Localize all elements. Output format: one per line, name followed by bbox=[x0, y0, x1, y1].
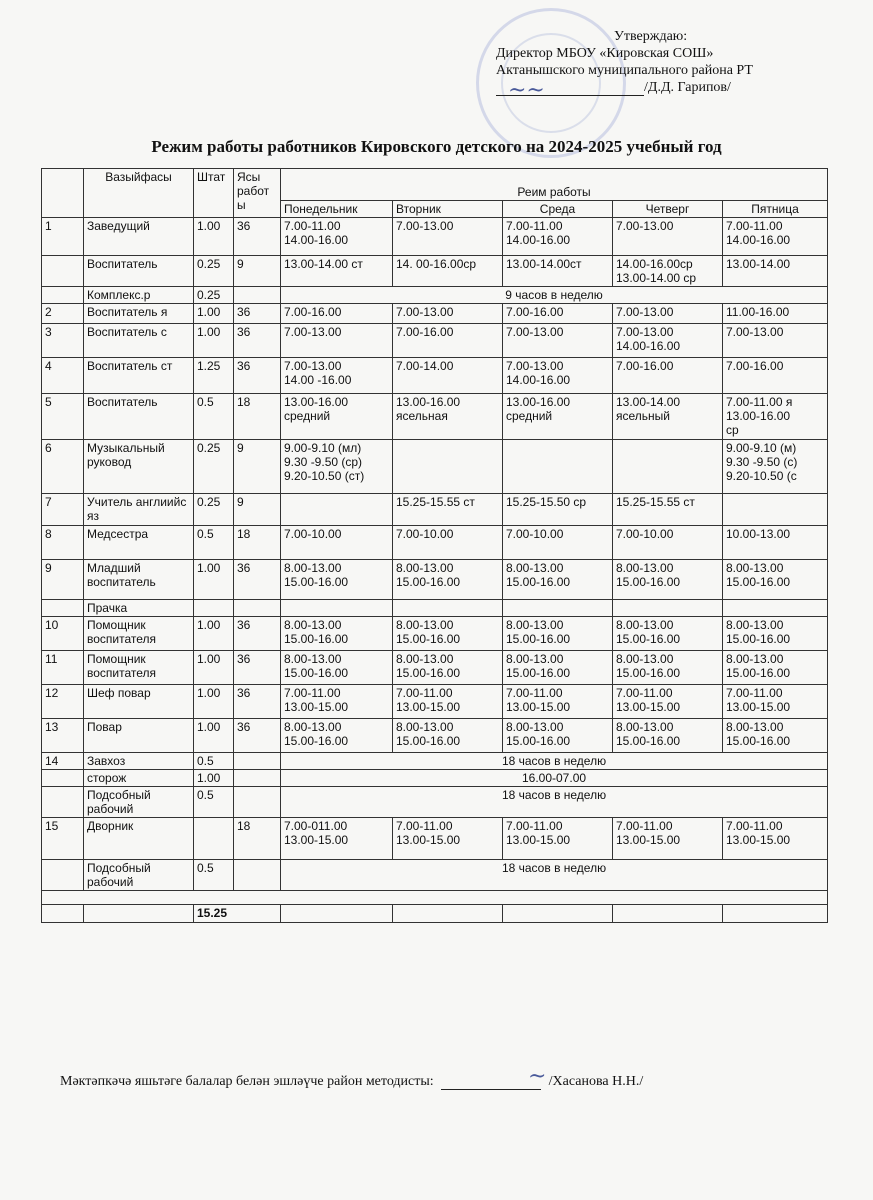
header-day: Понедельник bbox=[281, 201, 393, 218]
header-number bbox=[42, 169, 84, 218]
day-schedule: 8.00-13.00 15.00-16.00 bbox=[393, 617, 503, 651]
weekly-hours: 9 bbox=[234, 494, 281, 526]
day-schedule: 11.00-16.00 bbox=[723, 304, 828, 324]
weekly-hours: 36 bbox=[234, 324, 281, 358]
total-rate: 15.25 bbox=[194, 905, 281, 923]
table-row bbox=[42, 494, 828, 526]
position-name: Завхоз bbox=[84, 753, 194, 770]
row-number: 3 bbox=[42, 324, 84, 358]
weekly-hours: 36 bbox=[234, 719, 281, 753]
approval-signature-row bbox=[496, 79, 856, 96]
day-schedule: 7.00-16.00 bbox=[503, 304, 613, 324]
day-schedule: 8.00-13.00 15.00-16.00 bbox=[613, 617, 723, 651]
day-schedule: 8.00-13.00 15.00-16.00 bbox=[723, 719, 828, 753]
weekly-schedule-note: 18 часов в неделю bbox=[281, 753, 828, 770]
row-number: 14 bbox=[42, 753, 84, 770]
approval-block bbox=[496, 28, 856, 96]
table-row bbox=[42, 685, 828, 719]
weekly-hours: 36 bbox=[234, 358, 281, 394]
day-schedule bbox=[503, 600, 613, 617]
row-number: 7 bbox=[42, 494, 84, 526]
table-row bbox=[42, 218, 828, 256]
table-row bbox=[42, 617, 828, 651]
staff-rate: 0.25 bbox=[194, 494, 234, 526]
day-schedule bbox=[503, 440, 613, 494]
staff-rate: 0.5 bbox=[194, 753, 234, 770]
schedule-table bbox=[41, 168, 828, 923]
staff-rate: 1.00 bbox=[194, 617, 234, 651]
day-schedule bbox=[723, 600, 828, 617]
day-schedule: 13.00-14.00ст bbox=[503, 256, 613, 287]
day-schedule: 8.00-13.00 15.00-16.00 bbox=[613, 560, 723, 600]
day-schedule: 8.00-13.00 15.00-16.00 bbox=[503, 617, 613, 651]
day-schedule: 8.00-13.00 15.00-16.00 bbox=[613, 651, 723, 685]
day-schedule: 13.00-16.00 средний bbox=[503, 394, 613, 440]
staff-rate: 0.5 bbox=[194, 394, 234, 440]
row-number bbox=[42, 787, 84, 818]
weekly-hours: 36 bbox=[234, 651, 281, 685]
weekly-hours bbox=[234, 860, 281, 891]
weekly-hours: 18 bbox=[234, 394, 281, 440]
day-schedule: 7.00-16.00 bbox=[613, 358, 723, 394]
weekly-hours: 9 bbox=[234, 440, 281, 494]
header-hours: Ясы работы bbox=[234, 169, 281, 218]
staff-rate bbox=[194, 600, 234, 617]
staff-rate bbox=[194, 818, 234, 860]
header-position: Вазыйфасы bbox=[84, 169, 194, 218]
staff-rate: 1.00 bbox=[194, 719, 234, 753]
empty-cell bbox=[42, 905, 84, 923]
day-schedule: 7.00-14.00 bbox=[393, 358, 503, 394]
methodist-signature-line bbox=[441, 1074, 541, 1090]
day-schedule: 14.00-16.00ср 13.00-14.00 ср bbox=[613, 256, 723, 287]
header-day: Пятница bbox=[723, 201, 828, 218]
approval-organization: Актанышского муниципального района РТ bbox=[496, 63, 753, 78]
day-schedule: 15.25-15.50 ср bbox=[503, 494, 613, 526]
day-schedule: 13.00-14.00 ст bbox=[281, 256, 393, 287]
day-schedule: 8.00-13.00 15.00-16.00 bbox=[613, 719, 723, 753]
table-row bbox=[42, 787, 828, 818]
row-number: 6 bbox=[42, 440, 84, 494]
table-row bbox=[42, 860, 828, 891]
header-mode: Реим работы bbox=[281, 169, 828, 201]
empty-cell bbox=[723, 905, 828, 923]
position-name: Заведущий bbox=[84, 218, 194, 256]
day-schedule: 7.00-13.00 14.00 -16.00 bbox=[281, 358, 393, 394]
staff-rate: 0.5 bbox=[194, 526, 234, 560]
day-schedule: 7.00-11.00 13.00-15.00 bbox=[281, 685, 393, 719]
day-schedule bbox=[393, 600, 503, 617]
row-number bbox=[42, 860, 84, 891]
row-number: 13 bbox=[42, 719, 84, 753]
row-number bbox=[42, 287, 84, 304]
day-schedule: 7.00-011.00 13.00-15.00 bbox=[281, 818, 393, 860]
day-schedule: 7.00-11.00 13.00-15.00 bbox=[503, 685, 613, 719]
weekly-schedule-note: 18 часов в неделю bbox=[281, 787, 828, 818]
day-schedule bbox=[613, 600, 723, 617]
day-schedule: 7.00-13.00 bbox=[393, 218, 503, 256]
day-schedule: 7.00-13.00 bbox=[503, 324, 613, 358]
weekly-schedule-note: 9 часов в неделю bbox=[281, 287, 828, 304]
day-schedule: 13.00-16.00 средний bbox=[281, 394, 393, 440]
day-schedule: 7.00-10.00 bbox=[393, 526, 503, 560]
weekly-schedule-note: 18 часов в неделю bbox=[281, 860, 828, 891]
day-schedule: 15.25-15.55 ст bbox=[393, 494, 503, 526]
staff-rate: 1.00 bbox=[194, 304, 234, 324]
header-rate: Штат bbox=[194, 169, 234, 218]
day-schedule bbox=[613, 440, 723, 494]
day-schedule: 8.00-13.00 15.00-16.00 bbox=[393, 651, 503, 685]
row-number: 12 bbox=[42, 685, 84, 719]
position-name: Помощник воспитателя bbox=[84, 651, 194, 685]
position-name: Помощник воспитателя bbox=[84, 617, 194, 651]
day-schedule: 7.00-13.00 14.00-16.00 bbox=[613, 324, 723, 358]
staff-rate: 0.25 bbox=[194, 440, 234, 494]
day-schedule: 7.00-13.00 bbox=[613, 218, 723, 256]
staff-rate: 0.5 bbox=[194, 787, 234, 818]
empty-cell bbox=[84, 905, 194, 923]
weekly-hours: 36 bbox=[234, 560, 281, 600]
position-name: Музыкальный руковод bbox=[84, 440, 194, 494]
day-schedule: 7.00-11.00 13.00-15.00 bbox=[393, 818, 503, 860]
row-number bbox=[42, 770, 84, 787]
position-name: Дворник bbox=[84, 818, 194, 860]
day-schedule: 8.00-13.00 15.00-16.00 bbox=[723, 617, 828, 651]
row-number: 10 bbox=[42, 617, 84, 651]
table-row bbox=[42, 560, 828, 600]
day-schedule: 8.00-13.00 15.00-16.00 bbox=[281, 719, 393, 753]
table-row bbox=[42, 753, 828, 770]
staff-rate: 1.00 bbox=[194, 560, 234, 600]
staff-rate: 1.00 bbox=[194, 685, 234, 719]
day-schedule: 7.00-13.00 bbox=[281, 324, 393, 358]
footer-text: Мәктәпкәчә яшьтәге балалар белән эшләүче район методисты: bbox=[60, 1074, 434, 1089]
row-number bbox=[42, 600, 84, 617]
blank-row bbox=[42, 891, 828, 905]
table-row bbox=[42, 304, 828, 324]
day-schedule: 7.00-11.00 13.00-15.00 bbox=[503, 818, 613, 860]
day-schedule: 7.00-13.00 bbox=[723, 324, 828, 358]
day-schedule: 9.00-9.10 (мл) 9.30 -9.50 (ср) 9.20-10.50 (ст) bbox=[281, 440, 393, 494]
day-schedule: 13.00-14.00 bbox=[723, 256, 828, 287]
day-schedule: 7.00-11.00 13.00-15.00 bbox=[723, 685, 828, 719]
row-number: 2 bbox=[42, 304, 84, 324]
day-schedule: 7.00-11.00 13.00-15.00 bbox=[613, 818, 723, 860]
position-name: Воспитатель ст bbox=[84, 358, 194, 394]
table-row bbox=[42, 394, 828, 440]
staff-rate: 1.00 bbox=[194, 651, 234, 685]
approval-position: Директор МБОУ «Кировская СОШ» bbox=[496, 46, 714, 61]
empty-cell bbox=[393, 905, 503, 923]
director-signature-scribble: ~~ bbox=[508, 78, 545, 103]
table-row bbox=[42, 818, 828, 860]
weekly-hours: 36 bbox=[234, 218, 281, 256]
day-schedule: 7.00-11.00 14.00-16.00 bbox=[503, 218, 613, 256]
day-schedule: 8.00-13.00 15.00-16.00 bbox=[723, 560, 828, 600]
day-schedule: 13.00-16.00 ясельная bbox=[393, 394, 503, 440]
row-number: 4 bbox=[42, 358, 84, 394]
staff-rate: 1.00 bbox=[194, 324, 234, 358]
row-number: 11 bbox=[42, 651, 84, 685]
methodist-name: /Хасанова Н.Н./ bbox=[548, 1074, 644, 1089]
weekly-hours: 36 bbox=[234, 617, 281, 651]
day-schedule: 8.00-13.00 15.00-16.00 bbox=[281, 560, 393, 600]
position-name: Подсобный рабочий bbox=[84, 787, 194, 818]
methodist-signature-scribble: ~ bbox=[528, 1064, 547, 1089]
weekly-hours: 9 bbox=[234, 256, 281, 287]
day-schedule: 8.00-13.00 15.00-16.00 bbox=[281, 617, 393, 651]
table-row bbox=[42, 770, 828, 787]
header-day: Вторник bbox=[393, 201, 503, 218]
staff-rate: 1.00 bbox=[194, 218, 234, 256]
day-schedule: 7.00-11.00 13.00-15.00 bbox=[613, 685, 723, 719]
weekly-hours: 18 bbox=[234, 526, 281, 560]
table-row bbox=[42, 719, 828, 753]
position-name: Шеф повар bbox=[84, 685, 194, 719]
table-row bbox=[42, 651, 828, 685]
weekly-hours bbox=[234, 770, 281, 787]
day-schedule: 7.00-11.00 14.00-16.00 bbox=[281, 218, 393, 256]
position-name: Повар bbox=[84, 719, 194, 753]
day-schedule: 7.00-13.00 bbox=[393, 304, 503, 324]
row-number: 1 bbox=[42, 218, 84, 256]
staff-rate: 0.5 bbox=[194, 860, 234, 891]
table-row bbox=[42, 324, 828, 358]
day-schedule: 7.00-10.00 bbox=[281, 526, 393, 560]
day-schedule: 7.00-11.00 я 13.00-16.00 ср bbox=[723, 394, 828, 440]
document-title: Режим работы работников Кировского детского на 2024-2025 учебный год bbox=[151, 137, 722, 156]
day-schedule bbox=[393, 440, 503, 494]
day-schedule: 8.00-13.00 15.00-16.00 bbox=[393, 560, 503, 600]
day-schedule: 7.00-11.00 13.00-15.00 bbox=[393, 685, 503, 719]
weekly-schedule-note: 16.00-07.00 bbox=[281, 770, 828, 787]
staff-rate: 1.25 bbox=[194, 358, 234, 394]
table-row bbox=[42, 526, 828, 560]
position-name: Воспитатель bbox=[84, 394, 194, 440]
row-number: 8 bbox=[42, 526, 84, 560]
director-name: /Д.Д. Гарипов/ bbox=[644, 80, 731, 95]
day-schedule: 8.00-13.00 15.00-16.00 bbox=[393, 719, 503, 753]
weekly-hours: 36 bbox=[234, 685, 281, 719]
position-name: Медсестра bbox=[84, 526, 194, 560]
position-name: Подсобный рабочий bbox=[84, 860, 194, 891]
header-day: Четверг bbox=[613, 201, 723, 218]
day-schedule bbox=[281, 494, 393, 526]
empty-cell bbox=[613, 905, 723, 923]
empty-cell bbox=[503, 905, 613, 923]
day-schedule: 7.00-16.00 bbox=[723, 358, 828, 394]
blank-cell bbox=[42, 891, 828, 905]
day-schedule: 7.00-16.00 bbox=[393, 324, 503, 358]
day-schedule: 7.00-10.00 bbox=[613, 526, 723, 560]
footer bbox=[60, 1074, 860, 1090]
day-schedule: 14. 00-16.00ср bbox=[393, 256, 503, 287]
staff-rate: 0.25 bbox=[194, 287, 234, 304]
staff-rate: 1.00 bbox=[194, 770, 234, 787]
day-schedule: 13.00-14.00 ясельный bbox=[613, 394, 723, 440]
table-row bbox=[42, 287, 828, 304]
position-name: Воспитатель я bbox=[84, 304, 194, 324]
weekly-hours bbox=[234, 753, 281, 770]
table-row bbox=[42, 256, 828, 287]
position-name: Комплекс.р bbox=[84, 287, 194, 304]
weekly-hours bbox=[234, 787, 281, 818]
position-name: Учитель англиийс яз bbox=[84, 494, 194, 526]
day-schedule bbox=[281, 600, 393, 617]
weekly-hours bbox=[234, 287, 281, 304]
day-schedule bbox=[723, 494, 828, 526]
total-row bbox=[42, 905, 828, 923]
weekly-hours bbox=[234, 600, 281, 617]
position-name: сторож bbox=[84, 770, 194, 787]
day-schedule: 15.25-15.55 ст bbox=[613, 494, 723, 526]
day-schedule: 8.00-13.00 15.00-16.00 bbox=[503, 719, 613, 753]
header-row bbox=[42, 169, 828, 201]
day-schedule: 7.00-11.00 14.00-16.00 bbox=[723, 218, 828, 256]
position-name: Прачка bbox=[84, 600, 194, 617]
day-schedule: 7.00-16.00 bbox=[281, 304, 393, 324]
day-schedule: 7.00-11.00 13.00-15.00 bbox=[723, 818, 828, 860]
header-day: Среда bbox=[503, 201, 613, 218]
approval-heading: Утверждаю: bbox=[614, 29, 688, 44]
day-schedule: 8.00-13.00 15.00-16.00 bbox=[723, 651, 828, 685]
row-number bbox=[42, 256, 84, 287]
row-number: 5 bbox=[42, 394, 84, 440]
position-name: Воспитатель с bbox=[84, 324, 194, 358]
day-schedule: 7.00-13.00 bbox=[613, 304, 723, 324]
weekly-hours: 18 bbox=[234, 818, 281, 860]
day-schedule: 7.00-13.00 14.00-16.00 bbox=[503, 358, 613, 394]
day-schedule: 8.00-13.00 15.00-16.00 bbox=[281, 651, 393, 685]
day-schedule: 8.00-13.00 15.00-16.00 bbox=[503, 651, 613, 685]
staff-rate: 0.25 bbox=[194, 256, 234, 287]
weekly-hours: 36 bbox=[234, 304, 281, 324]
row-number: 9 bbox=[42, 560, 84, 600]
position-name: Младший воспитатель bbox=[84, 560, 194, 600]
empty-cell bbox=[281, 905, 393, 923]
day-schedule: 7.00-10.00 bbox=[503, 526, 613, 560]
row-number: 15 bbox=[42, 818, 84, 860]
position-name: Воспитатель bbox=[84, 256, 194, 287]
day-schedule: 8.00-13.00 15.00-16.00 bbox=[503, 560, 613, 600]
table-row bbox=[42, 358, 828, 394]
table-row bbox=[42, 440, 828, 494]
day-schedule: 10.00-13.00 bbox=[723, 526, 828, 560]
table-row bbox=[42, 600, 828, 617]
day-schedule: 9.00-9.10 (м) 9.30 -9.50 (с) 9.20-10.50 (с bbox=[723, 440, 828, 494]
